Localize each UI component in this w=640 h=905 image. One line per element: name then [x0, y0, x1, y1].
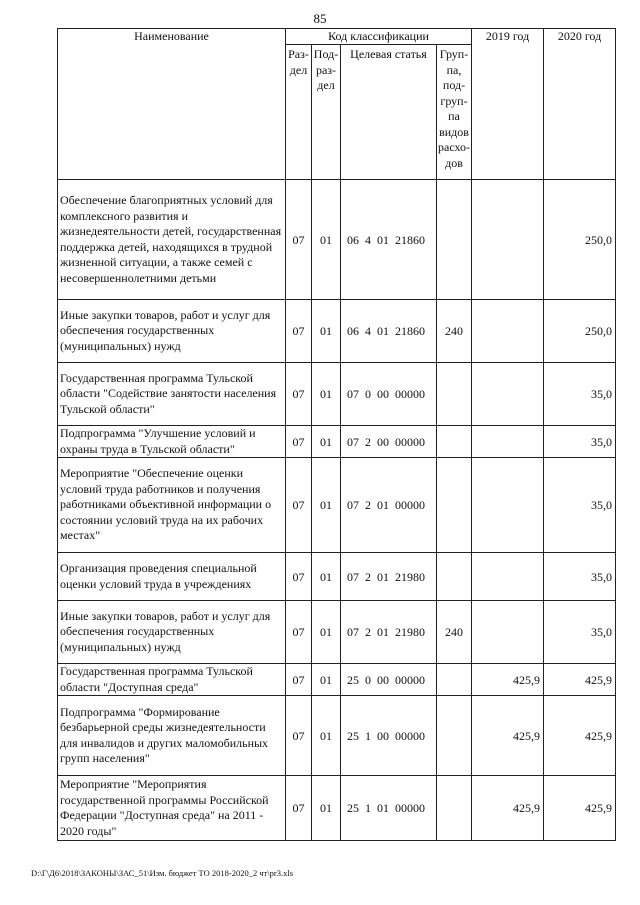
table-row	[58, 664, 616, 696]
table-row	[58, 601, 616, 664]
row-name: Мероприятие "Обеспечение оценки условий труда работников и получения работниками объективной информации о состоянии условий труда на их рабочих местах"	[58, 458, 286, 553]
row-podrazdel: 01	[312, 553, 341, 601]
header-podrazdel: Под- раз- дел	[312, 45, 341, 180]
row-razdel: 07	[286, 180, 312, 300]
row-target: 07 0 00 00000	[341, 363, 437, 426]
row-name: Мероприятие "Мероприятия государственной программы Российской Федерации "Доступная среда" на 2011 - 2020 годы"	[58, 776, 286, 841]
row-name: Иные закупки товаров, работ и услуг для обеспечения государственных (муниципальных) нужд	[58, 300, 286, 363]
row-group	[437, 553, 472, 601]
table-row	[58, 426, 616, 458]
row-razdel: 07	[286, 776, 312, 841]
row-name: Подпрограмма "Формирование безбарьерной среды жизнедеятельности для инвалидов и других маломобильных групп населения"	[58, 696, 286, 776]
row-podrazdel: 01	[312, 664, 341, 696]
header-code-group: Код классификации	[286, 29, 472, 45]
row-razdel: 07	[286, 300, 312, 363]
row-value-2020: 35,0	[544, 426, 616, 458]
row-group	[437, 426, 472, 458]
row-target: 25 0 00 00000	[341, 664, 437, 696]
row-name: Организация проведения специальной оценки условий труда в учреждениях	[58, 553, 286, 601]
row-group: 240	[437, 601, 472, 664]
table-row	[58, 363, 616, 426]
page-number: 85	[313, 11, 327, 26]
row-value-2019	[472, 300, 544, 363]
row-podrazdel: 01	[312, 180, 341, 300]
row-value-2019: 425,9	[472, 776, 544, 841]
row-value-2019	[472, 458, 544, 553]
header-name: Наименование	[58, 29, 286, 180]
table-row	[58, 696, 616, 776]
row-value-2019	[472, 363, 544, 426]
row-target: 07 2 01 00000	[341, 458, 437, 553]
header-2020: 2020 год	[544, 29, 616, 180]
row-name: Государственная программа Тульской области "Содействие занятости населения Тульской области"	[58, 363, 286, 426]
row-value-2020: 250,0	[544, 180, 616, 300]
row-razdel: 07	[286, 601, 312, 664]
row-value-2019	[472, 553, 544, 601]
row-group	[437, 180, 472, 300]
table-row	[58, 180, 616, 300]
row-razdel: 07	[286, 553, 312, 601]
row-group	[437, 696, 472, 776]
header-target: Целевая статья	[341, 45, 437, 180]
row-group	[437, 363, 472, 426]
row-razdel: 07	[286, 696, 312, 776]
row-target: 07 2 00 00000	[341, 426, 437, 458]
row-target: 07 2 01 21980	[341, 553, 437, 601]
row-group: 240	[437, 300, 472, 363]
row-razdel: 07	[286, 426, 312, 458]
table-row	[58, 300, 616, 363]
row-target: 06 4 01 21860	[341, 180, 437, 300]
row-group	[437, 458, 472, 553]
row-podrazdel: 01	[312, 458, 341, 553]
budget-table	[57, 28, 616, 841]
row-name: Иные закупки товаров, работ и услуг для обеспечения государственных (муниципальных) нужд	[58, 601, 286, 664]
table-row	[58, 553, 616, 601]
table-row	[58, 776, 616, 841]
row-group	[437, 664, 472, 696]
row-value-2020: 35,0	[544, 553, 616, 601]
row-razdel: 07	[286, 458, 312, 553]
row-podrazdel: 01	[312, 300, 341, 363]
row-target: 25 1 00 00000	[341, 696, 437, 776]
row-value-2019: 425,9	[472, 664, 544, 696]
row-razdel: 07	[286, 363, 312, 426]
row-value-2019: 425,9	[472, 696, 544, 776]
row-target: 06 4 01 21860	[341, 300, 437, 363]
row-value-2020: 35,0	[544, 458, 616, 553]
row-name: Государственная программа Тульской области "Доступная среда"	[58, 664, 286, 696]
row-target: 07 2 01 21980	[341, 601, 437, 664]
row-value-2020: 250,0	[544, 300, 616, 363]
row-value-2019	[472, 601, 544, 664]
row-razdel: 07	[286, 664, 312, 696]
row-podrazdel: 01	[312, 601, 341, 664]
header-2019: 2019 год	[472, 29, 544, 180]
row-name: Подпрограмма "Улучшение условий и охраны труда в Тульской области"	[58, 426, 286, 458]
row-name: Обеспечение благоприятных условий для комплексного развития и жизнедеятельности детей, государственная поддержка детей, находящихся в трудной жизненной ситуации, а также семей с несовершеннолетними детьми	[58, 180, 286, 300]
row-podrazdel: 01	[312, 776, 341, 841]
row-podrazdel: 01	[312, 696, 341, 776]
row-podrazdel: 01	[312, 426, 341, 458]
row-value-2020: 425,9	[544, 696, 616, 776]
row-value-2020: 35,0	[544, 601, 616, 664]
row-group	[437, 776, 472, 841]
header-group: Груп- па, под- груп- па видов расхо- дов	[437, 45, 472, 180]
row-podrazdel: 01	[312, 363, 341, 426]
row-value-2020: 425,9	[544, 664, 616, 696]
header-razdel: Раз- дел	[286, 45, 312, 180]
row-target: 25 1 01 00000	[341, 776, 437, 841]
row-value-2019	[472, 426, 544, 458]
table-row	[58, 458, 616, 553]
row-value-2020: 425,9	[544, 776, 616, 841]
row-value-2020: 35,0	[544, 363, 616, 426]
row-value-2019	[472, 180, 544, 300]
file-path-footer: D:\Г\Д6\2018\ЗАКОНЫ\ЗАС_51\Изм. бюджет ТО 2018-2020_2 чт\pr3.xls	[31, 868, 294, 878]
